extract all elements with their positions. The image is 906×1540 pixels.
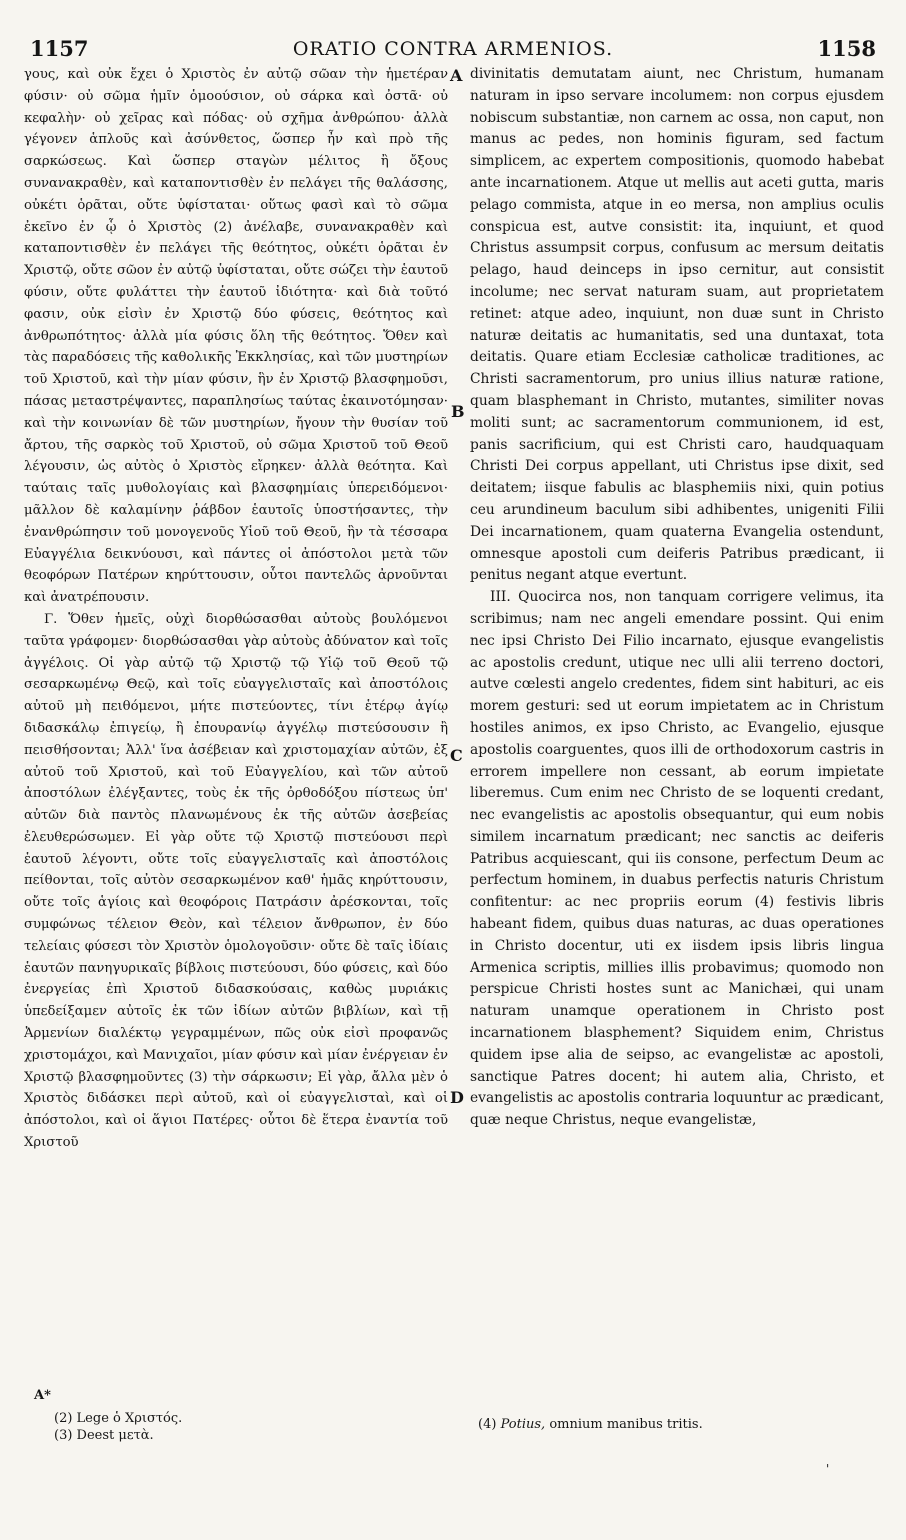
signature-mark: A* xyxy=(34,1388,51,1403)
page-header xyxy=(30,36,876,62)
footnote-4-text: omnium manibus tritis. xyxy=(549,1417,703,1432)
greek-footnotes xyxy=(54,1410,434,1444)
greek-column xyxy=(24,64,448,1154)
page-number-left: 1157 xyxy=(30,36,89,61)
stray-mark: ' xyxy=(826,1462,830,1476)
footnote-2: (2) Lege ὁ Χριστός. xyxy=(54,1411,183,1426)
latin-paragraph-1: divinitatis demutatam aiunt, nec Christum, humanam naturam in ipso servare incolumem: non corpus ejusdem nobiscum substantiæ, non carnem ac ossa, non caput, non manus ac pedes, non hominis figuram, sed factum simplicem, ac expertem compositionis, quomodo habebat ante incarnationem. Atque ut mellis aut aceti gutta, maris pelago commista, atque in eo mersa, non amplius oculis conspicua est, autve consistit: ita, inquiunt, et quod Christus assumpsit corpus, confusum ac mersum deitatis pelago, haud deinceps in ipso cernitur, aut consistit incolume; nec servat naturam suam, aut proprietatem retinet: atque adeo, inquiunt, non duæ sunt in Christo naturæ deitatis ac humanitatis, sed una duntaxat, tota deitatis. Quare etiam Ecclesiæ catholicæ traditiones, ac Christi sacramentorum, pro unius illius naturæ ratione, quam blasphemant in Christo, mutantes, similiter novas moliti sunt; ac sacramentorum communionem, id est, panis sacrificium, qui est Christi caro, haudquaquam Christi Dei corpus appellant, uti Christus ipse dixit, sed deitatem; iisque fabulis ac blasphemiis nixi, quin potius ceu arundineum baculum sibi adhibentes, unigeniti Filii Dei incarnationem, quam quaterna Evangelia ostendunt, omnesque apostoli cum deiferis Patribus prædicant, ii penitus negant atque evertunt. xyxy=(470,66,884,584)
latin-paragraph-2: III. Quocirca nos, non tanquam corrigere velimus, ita scribimus; nam nec angeli emendare possint. Qui enim nec ipsi Christo Dei Filio incarnato, ejusque evangelistis ac apostolis credunt, utique nec ulli alii terreno doctori, autve cœlesti angelo credentes, fidem sint habituri, ac eis morem gesturi: sed ut eorum impietatem ac in Christum hostiles animos, ex ipso Christo, ac Evangelio, ejusque apostolis coarguentes, quos illi de orthodoxorum castris in errorem impellere non cessant, ab eorum impietate liberemus. Cum enim nec Christo de se loquenti credant, nec evangelistis ac apostolis obsequantur, qui eum nobis similem incarnatum prædicant; nec sanctis ac deiferis Patribus acquiescant, qui iis consone, perfectum Deum ac perfectum hominem, in duabus perfectis naturis Christum confitentur: ac nec propriis eorum (4) festivis libris habeant fidem, quibus duas naturas, ac duas operationes in Christo docentur, uti ex iisdem ipsis libris lingua Armenica scriptis, millies illis probavimus; quomodo non perspicue Christi hostes sunt ac Manichæi, qui unam naturam unamque operationem in Christo post incarnationem blasphement? Siquidem enim, Christus quidem ipse alia de seipso, ac evangelistæ ac apostoli, sanctique Patres docent; hi autem alia, Christo, et evangelistis ac apostolis contraria loquuntur ac prædicant, quæ neque Christus, neque evangelistæ, xyxy=(470,589,884,1129)
greek-paragraph-2: Γ. Ὅθεν ἡμεῖς, οὐχὶ διορθώσασθαι αὐτοὺς βουλόμενοι ταῦτα γράφομεν· διορθώσασθαι γὰρ αὐτοὺς ἀδύνατον καὶ τοῖς ἀγγέλοις. Οἱ γὰρ αὐτῷ τῷ Χριστῷ τῷ Υἱῷ τοῦ Θεοῦ τῷ σεσαρκωμένῳ Θεῷ, καὶ τοῖς εὐαγγελισταῖς καὶ ἀποστόλοις αὐτοῦ μὴ πειθόμενοι, μήτε πιστεύοντες, τίνι ἑτέρῳ ἁγίῳ διδασκάλῳ ἐπιγείῳ, ἢ ἐπουρανίῳ ἀγγέλῳ πιστεύσουσιν ἢ πεισθήσονται; Ἀλλ' ἵνα ἀσέβειαν καὶ χριστομαχίαν αὐτῶν, ἐξ αὐτοῦ τοῦ Χριστοῦ, καὶ τοῦ Εὐαγγελίου, καὶ τῶν αὐτοῦ ἀποστόλων ἐλέγξαντες, τοὺς ἐκ τῆς ὀρθοδόξου πίστεως ὑπ' αὐτῶν διὰ παντὸς πλανωμένους ἐκ τῆς αὐτῶν ἀσεβείας ἐλευθερώσωμεν. Εἰ γὰρ οὔτε τῷ Χριστῷ πιστεύουσι περὶ ἑαυτοῦ λέγοντι, οὔτε τοῖς εὐαγγελισταῖς καὶ ἀποστόλοις πείθονται, τοῖς αὐτὸν σεσαρκωμένον καθ' ἡμᾶς κηρύττουσιν, οὔτε τοῖς ἁγίοις καὶ θεοφόροις Πατράσιν ἀρέσκονται, τοῖς συμφώνως τέλειον Θεὸν, καὶ τέλειον ἄνθρωπον, ἐν δύο τελείαις φύσεσι τὸν Χριστὸν ὁμολογοῦσιν· οὔτε δὲ ταῖς ἰδίαις ἑαυτῶν πανηγυρικαῖς βίβλοις πιστεύουσι, δύο φύσεις, καὶ δύο ἐνεργείας ἐπὶ Χριστοῦ διδασκούσαις, καθὼς μυριάκις ὑπεδείξαμεν αὐτοῖς ἐκ τῶν ἰδίων αὐτῶν βιβλίων, καὶ τῇ Ἀρμενίων διαλέκτῳ γεγραμμένων, πῶς οὐκ εἰσὶ προφανῶς χριστομάχοι, καὶ Μανιχαῖοι, μίαν φύσιν καὶ μίαν ἐνέργειαν ἐν Χριστῷ βλασφημοῦντες (3) τὴν σάρκωσιν; Εἰ γὰρ, ἄλλα μὲν ὁ Χριστὸς διδάσκει περὶ αὐτοῦ, καὶ οἱ εὐαγγελισταὶ, καὶ οἱ ἀπόστολοι, καὶ οἱ ἅγιοι Πατέρες· οὗτοι δὲ ἕτερα ἐναντία τοῦ Χριστοῦ xyxy=(24,611,448,1151)
footnote-3: (3) Deest μετὰ. xyxy=(54,1428,154,1443)
margin-marker-d: D xyxy=(450,1088,464,1107)
margin-marker-b: B xyxy=(451,402,465,421)
greek-paragraph-1: γους, καὶ οὐκ ἔχει ὁ Χριστὸς ἐν αὐτῷ σῶαν τὴν ἡμετέραν φύσιν· οὐ σῶμα ἡμῖν ὁμοούσιον, οὐ σάρκα καὶ ὀστᾶ· οὐ κεφαλὴν· οὐ χεῖρας καὶ πόδας· οὐ σχῆμα ἀνθρώπου· ἀλλὰ γέγονεν ἁπλοῦς καὶ ἀσύνθετος, ὥσπερ ἦν καὶ πρὸ τῆς σαρκώσεως. Καὶ ὥσπερ σταγὼν μέλιτος ἢ ὄξους συνανακραθὲν, καὶ καταποντισθὲν ἐν πελάγει τῆς θαλάσσης, οὐκέτι ὁρᾶται, οὔτε ὑφίσταται· οὕτως φασὶ καὶ τὸ σῶμα ἐκεῖνο ἐν ᾧ ὁ Χριστὸς (2) ἀνέλαβε, συνανακραθὲν καὶ καταποντισθὲν ἐν πελάγει τῆς θεότητος, οὐκέτι ὁρᾶται ἐν Χριστῷ, οὔτε σῶον ἐν αὐτῷ ὑφίσταται, οὔτε σώζει τὴν ἑαυτοῦ φύσιν, οὔτε φυλάττει τὴν ἑαυτοῦ ἰδιότητα· καὶ διὰ τοῦτό φασιν, οὐκ εἰσὶν ἐν Χριστῷ δύο φύσεις, θεότητος καὶ ἀνθρωπότητος· ἀλλὰ μία φύσις ὅλη τῆς θεότητος. Ὅθεν καὶ τὰς παραδόσεις τῆς καθολικῆς Ἐκκλησίας, καὶ τῶν μυστηρίων τοῦ Χριστοῦ, καὶ τὴν μίαν φύσιν, ἣν ἐν Χριστῷ βλασφημοῦσι, πάσας μεταστρέψαντες, παραπλησίως ταύτας ἐκαινοτόμησαν· καὶ τὴν κοινωνίαν δὲ τῶν μυστηρίων, ἤγουν τὴν θυσίαν τοῦ ἄρτου, τῆς σαρκὸς τοῦ Χριστοῦ, οὐ σῶμα Χριστοῦ τοῦ Θεοῦ λέγουσιν, ὡς αὐτὸς ὁ Χριστὸς εἴρηκεν· ἀλλὰ θεότητα. Καὶ ταύταις ταῖς μυθολογίαις καὶ βλασφημίαις ὑπερειδόμενοι· μᾶλλον δὲ καλαμίνην ῥάβδον ἑαυτοῖς ὑποστήσαντες, τὴν ἐνανθρώπησιν τοῦ μονογενοῦς Υἱοῦ τοῦ Θεοῦ, ἣν τὰ τέσσαρα Εὐαγγέλια δεικνύουσι, καὶ πάντες οἱ ἀπόστολοι μετὰ τῶν θεοφόρων Πατέρων κηρύττουσιν, οὗτοι παντελῶς ἀρνοῦνται καὶ ἀνατρέπουσιν. xyxy=(24,67,448,606)
footnote-4-italic: Potius, xyxy=(500,1417,546,1432)
margin-marker-c: C xyxy=(450,746,463,765)
page-number-right: 1158 xyxy=(817,36,876,61)
margin-marker-a: A xyxy=(450,66,463,85)
footnote-4-number: (4) xyxy=(478,1417,497,1432)
latin-column xyxy=(470,64,884,1132)
running-title: ORATIO CONTRA ARMENIOS. xyxy=(292,38,614,60)
latin-footnote xyxy=(478,1416,858,1433)
